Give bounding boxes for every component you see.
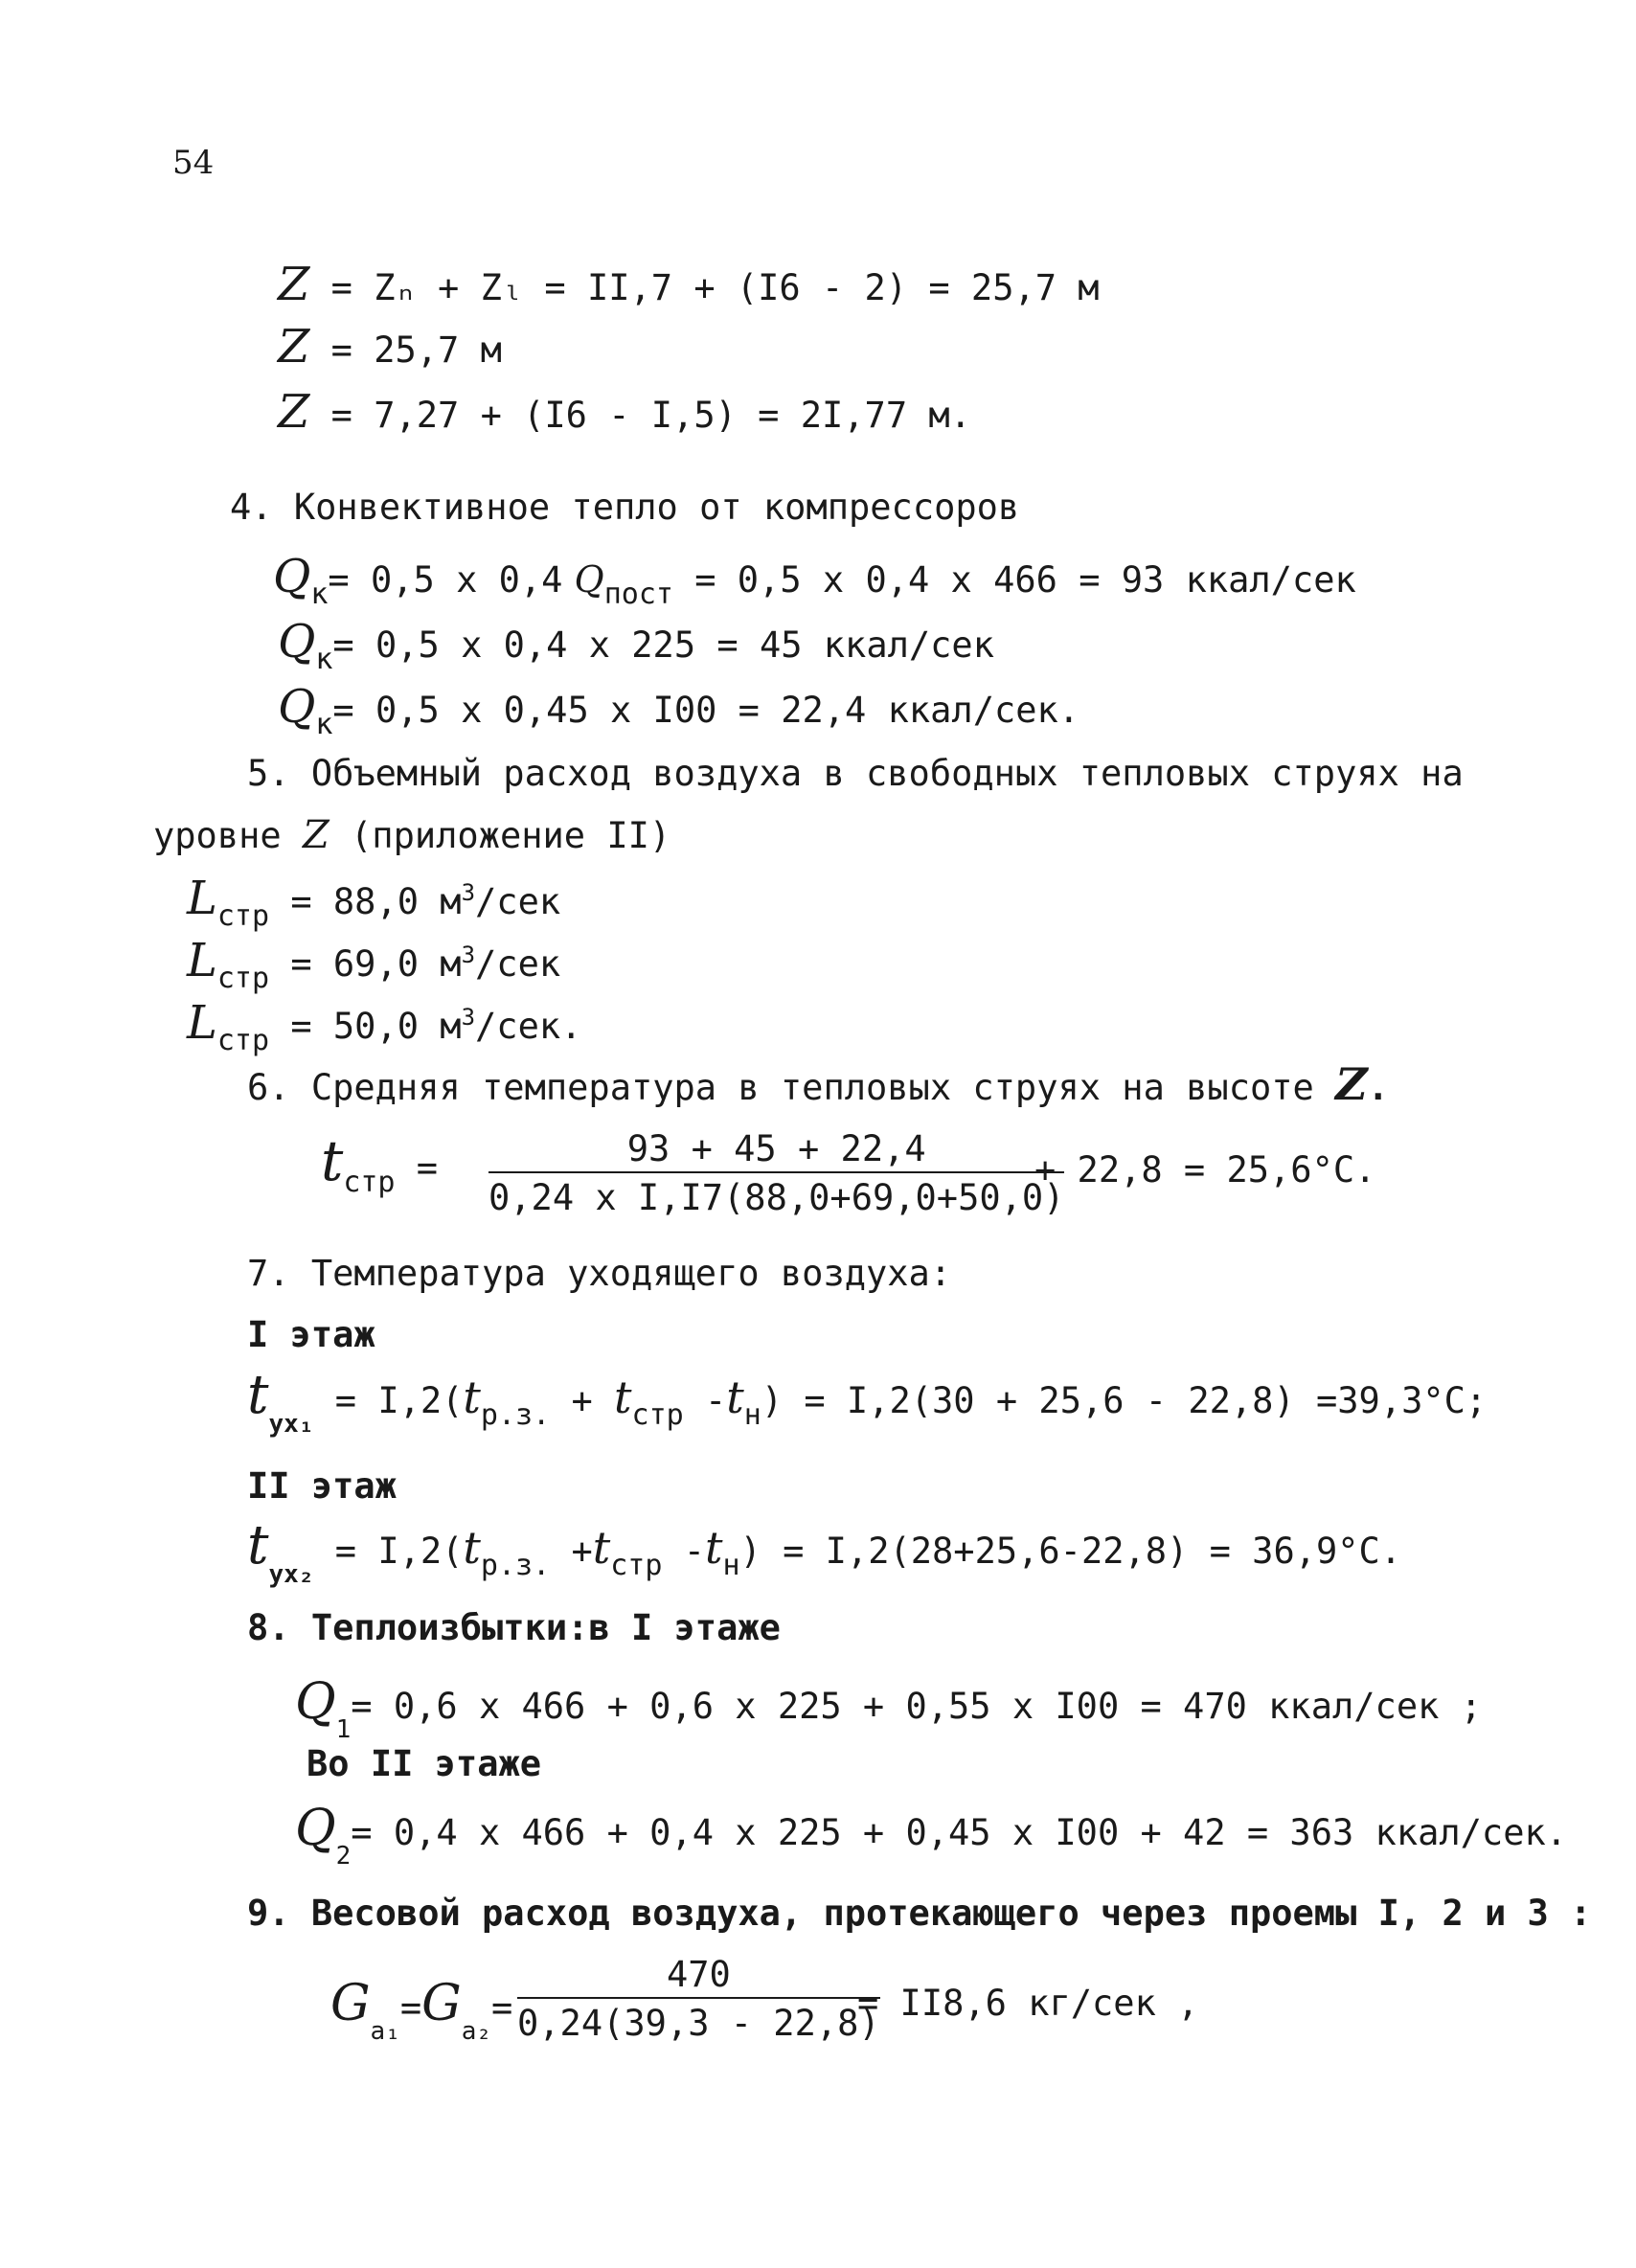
section-8-heading: 8. Теплоизбытки:в I этаже xyxy=(247,1607,781,1648)
floor-2-heat-label: Во II этаже xyxy=(307,1743,542,1784)
z-symbol: Z xyxy=(278,385,310,439)
section-9-heading: 9. Весовой расход воздуха, протекающего через проемы I, 2 и 3 : xyxy=(247,1893,1592,1934)
floor-1-label: I этаж xyxy=(247,1314,375,1355)
z-symbol: Z xyxy=(278,258,310,311)
qk-equation-3: $Q_к= 0,5$ x 0,45 x I00 = 22,4 ккал/сек. xyxy=(278,680,1080,741)
g-result: = II8,6 кг/сек , xyxy=(857,1983,1199,2024)
qk-equation-2: $Q_к= 0,5$ x 0,4 x 225 = 45 ккал/сек xyxy=(278,615,994,676)
z-equation-1-text: = Zₙ + Zₗ = II,7 + (I6 - 2) = 25,7 м xyxy=(330,267,1100,308)
g-denominator: 0,24(39,3 - 22,8) xyxy=(517,2003,880,2044)
t-str-symbol: $t_{стр}$ = xyxy=(321,1128,439,1199)
section-5-heading: 5. Объемный расход воздуха в свободных тепловых струях на xyxy=(247,753,1464,794)
z-equation-2 xyxy=(278,320,502,374)
t-str-numerator: 93 + 45 + 22,4 xyxy=(489,1128,1064,1173)
g-numerator: 470 xyxy=(517,1954,880,1999)
z-equation-3 xyxy=(278,385,971,439)
g-equation-left: $G_{a_1}=G_{a_2}=$ xyxy=(330,1975,513,2046)
section-6-heading: 6. Средняя температура в тепловых струях на высоте Z. xyxy=(247,1058,1389,1110)
page-number: 54 xyxy=(172,144,215,182)
g-fraction xyxy=(517,1954,880,2044)
section-4-heading: 4. Конвективное тепло от компрессоров xyxy=(230,487,1020,528)
z-equation-3-text: = 7,27 + (I6 - I,5) = 2I,77 м. xyxy=(330,395,971,436)
z-equation-1 xyxy=(278,258,1100,311)
t-str-fraction xyxy=(489,1128,1064,1218)
t-str-result: + 22,8 = 25,6°C. xyxy=(1034,1149,1376,1191)
t-ux2-equation: $t_{ух_2} = I,2(t_{р.з.} +t_{стр}$ $-t_н) = I,2(28+25,6-22,8) = 36,9^\circ C$. xyxy=(247,1514,1402,1589)
t-ux1-equation: $t_{ух_1} = I,2(t_{р.з.} + t_{стр}$ $-t_н) = I,2(30 + 25,6 - 22,8) =39,3^\circ C$; xyxy=(247,1364,1488,1439)
z-equation-2-text: = 25,7 м xyxy=(330,329,502,371)
t-str-denominator: 0,24 x I,I7(88,0+69,0+50,0) xyxy=(489,1177,1065,1218)
l-str-1: $L_{стр} = 88,0$ $м^3$/сек xyxy=(187,872,561,933)
section-5-heading-line2: уровне Z (приложение II) xyxy=(153,813,671,857)
qk-equation-1: $Q_к= 0,5$ x 0,4 $Q_{пост} = 0,5$ x 0,4 x 466 = 93 ккал/сек xyxy=(273,550,1356,611)
section-7-heading: 7. Температура уходящего воздуха: xyxy=(247,1253,952,1294)
floor-2-label: II этаж xyxy=(247,1465,397,1507)
l-str-2: $L_{стр} = 69,0$ $м^3$/сек xyxy=(187,934,561,995)
l-str-3: $L_{стр} = 50,0$ $м^3$/сек. xyxy=(187,996,582,1057)
q2-heat-equation: $Q_2= 0,4$ x 466 + 0,4 x 225 + 0,45 x I00 + 42 = 363 ккал/сек. xyxy=(295,1800,1568,1871)
q1-heat-equation: $Q_1= 0,6$ x 466 + 0,6 x 225 + 0,55 x I00 = 470 ккал/сек ; xyxy=(295,1673,1482,1744)
z-symbol: Z xyxy=(278,320,310,374)
